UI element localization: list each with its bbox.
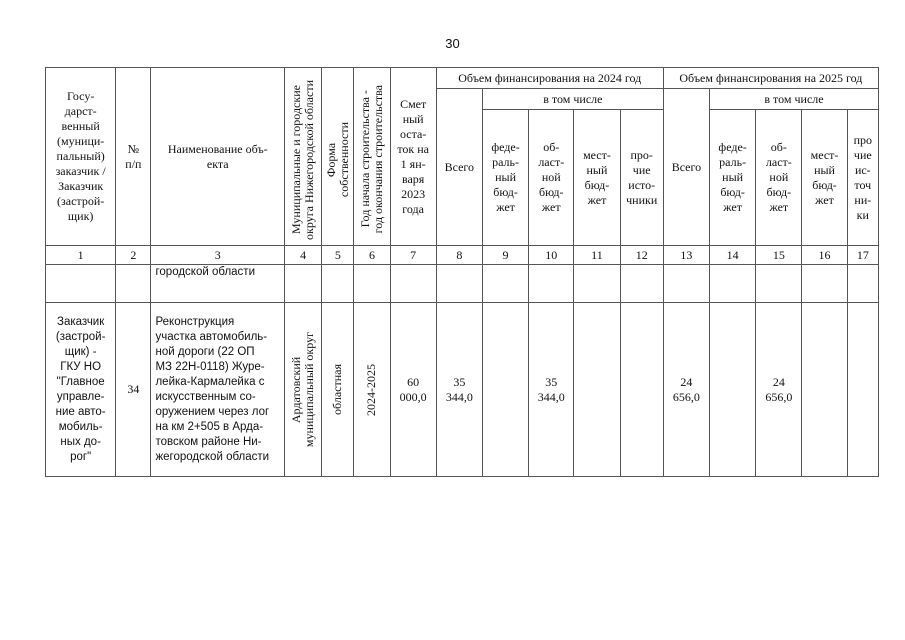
header-other-2024: про- чие исто- чники	[620, 110, 663, 246]
continuation-text: городской области	[151, 265, 285, 303]
header-object-name: Наименование объ- екта	[151, 68, 285, 246]
header-municipality-text: Муниципальные и городские округа Нижегородской области	[289, 79, 317, 240]
financing-table	[45, 67, 879, 477]
row-years	[354, 303, 390, 477]
col-num-7: 7	[390, 246, 436, 265]
header-balance: Смет ный оста- ток на 1 ян- варя 2023 года	[390, 68, 436, 246]
row-total-2024: 35 344,0	[436, 303, 482, 477]
col-num-1: 1	[46, 246, 116, 265]
col-num-17: 17	[847, 246, 878, 265]
header-federal-2024: феде- раль- ный бюд- жет	[482, 110, 528, 246]
header-including-2024: в том числе	[482, 89, 663, 110]
col-num-13: 13	[663, 246, 709, 265]
row-municipality	[285, 303, 322, 477]
col-num-14: 14	[710, 246, 756, 265]
row-local-2025	[802, 303, 847, 477]
row-total-2025: 24 656,0	[663, 303, 709, 477]
row-customer: Заказчик (застрой- щик) - ГКУ НО "Главное управле- ние авто- мобиль- ных до- рог"	[46, 303, 116, 477]
row-balance: 60 000,0	[390, 303, 436, 477]
header-years	[354, 68, 390, 246]
header-including-2025: в том числе	[710, 89, 879, 110]
header-total-2025: Всего	[663, 89, 709, 246]
row-ownership-text: областная	[330, 364, 345, 415]
col-num-8: 8	[436, 246, 482, 265]
header-row-1	[46, 68, 879, 89]
continuation-row	[46, 265, 879, 303]
col-num-5: 5	[322, 246, 354, 265]
row-other-2025	[847, 303, 878, 477]
row-federal-2024	[482, 303, 528, 477]
row-federal-2025	[710, 303, 756, 477]
col-num-4: 4	[285, 246, 322, 265]
row-number: 34	[116, 303, 151, 477]
header-ownership	[322, 68, 354, 246]
col-num-3: 3	[151, 246, 285, 265]
header-ownership-text: Форма собственности	[323, 121, 351, 198]
header-other-2025: про чие ис- точ ни- ки	[847, 110, 878, 246]
header-fin-2024: Объем финансирования на 2024 год	[436, 68, 663, 89]
header-local-2024: мест- ный бюд- жет	[574, 110, 620, 246]
row-municipality-text: Ардатовский муниципальный округ	[289, 331, 317, 448]
row-ownership	[322, 303, 354, 477]
column-number-row	[46, 246, 879, 265]
header-federal-2025: феде- раль- ный бюд- жет	[710, 110, 756, 246]
row-years-text: 2024-2025	[364, 363, 379, 416]
row-local-2024	[574, 303, 620, 477]
header-years-text: Год начала строительства - год окончания строительства	[357, 85, 385, 234]
col-num-2: 2	[116, 246, 151, 265]
page-number: 30	[445, 36, 460, 51]
col-num-11: 11	[574, 246, 620, 265]
header-municipality	[285, 68, 322, 246]
col-num-12: 12	[620, 246, 663, 265]
header-regional-2024: об- ласт- ной бюд- жет	[529, 110, 574, 246]
col-num-10: 10	[529, 246, 574, 265]
header-regional-2025: об- ласт- ной бюд- жет	[756, 110, 802, 246]
header-total-2024: Всего	[436, 89, 482, 246]
row-regional-2025: 24 656,0	[756, 303, 802, 477]
row-regional-2024: 35 344,0	[529, 303, 574, 477]
col-num-9: 9	[482, 246, 528, 265]
header-fin-2025: Объем финансирования на 2025 год	[663, 68, 878, 89]
header-local-2025: мест- ный бюд- жет	[802, 110, 847, 246]
col-num-16: 16	[802, 246, 847, 265]
header-number: № п/п	[116, 68, 151, 246]
col-num-15: 15	[756, 246, 802, 265]
header-customer: Госу- дарст- венный (муници- пальный) заказчик / Заказчик (застрой- щик)	[46, 68, 116, 246]
row-other-2024	[620, 303, 663, 477]
table-row	[46, 303, 879, 477]
col-num-6: 6	[354, 246, 390, 265]
row-object-name: Реконструкция участка автомобиль- ной дороги (22 ОП МЗ 22Н-0118) Журе- лейка-Кармалейка с искусственным со- оружением через лог на км 2+505 в Арда- товском районе Ни- жегородской области	[151, 303, 285, 477]
